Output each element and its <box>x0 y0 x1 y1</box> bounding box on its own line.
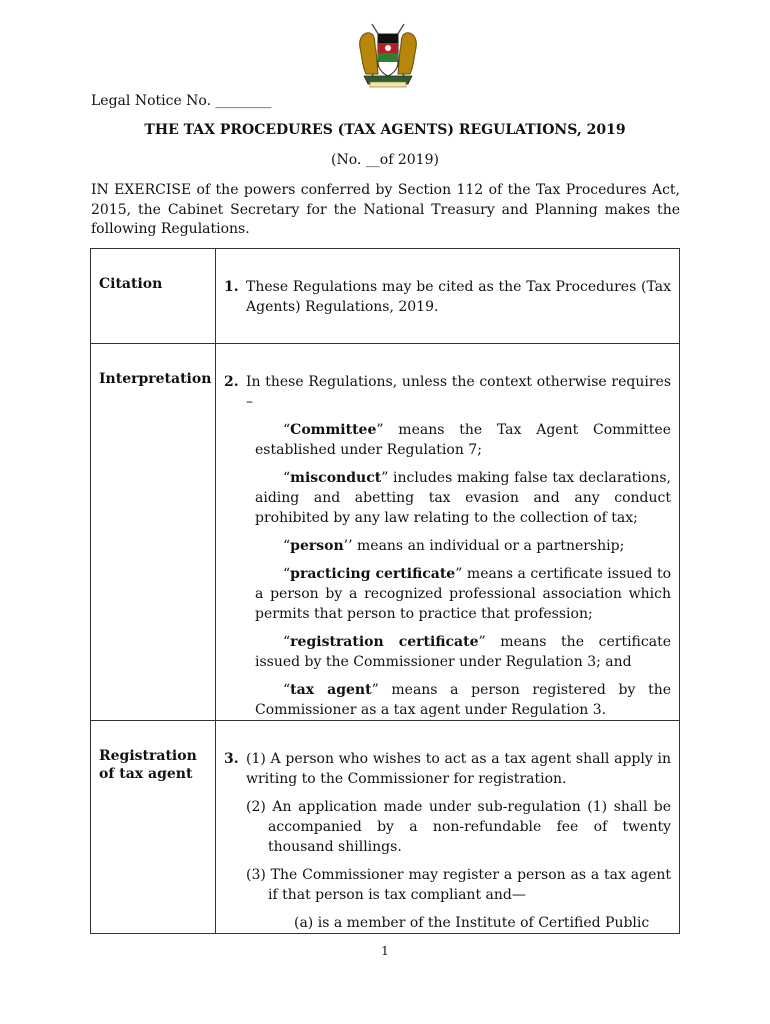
defined-term: Committee <box>290 422 377 438</box>
regulations-table <box>90 248 680 934</box>
regulation-paragraph <box>216 249 679 317</box>
marginal-note: Citation <box>99 276 163 292</box>
definition-text: ” means a certificate issued to a person by a recognized professional association which permits that person to practice that profession; <box>255 566 671 622</box>
regulation-paragraph <box>216 344 679 412</box>
regulation-number: 1. <box>224 279 239 295</box>
notice-year-number: (No. __of 2019) <box>331 152 439 168</box>
definition-text: ” means the Tax Agent Committee established under Regulation 7; <box>255 422 671 458</box>
sub-regulation: (2) An application made under sub-regulation (1) shall be accompanied by a non-refundable fee of twenty thousand shillings. <box>246 799 671 855</box>
definition-item: “person’’ means an individual or a partnership; <box>283 538 625 554</box>
defined-term: misconduct <box>290 470 382 486</box>
definition-text: ” means the certificate issued by the Commissioner under Regulation 3; and <box>255 634 671 670</box>
definition-item: “tax agent” means a person registered by the Commissioner as a tax agent under Regulation 3. <box>255 682 671 718</box>
defined-term: registration certificate <box>290 634 479 650</box>
legal-notice-number: Legal Notice No. ________ <box>91 93 272 109</box>
regulation-number: 3. <box>224 751 239 767</box>
sub-regulation-item: (a) is a member of the Institute of Certified Public <box>294 915 650 931</box>
definition-text: ” includes making false tax declarations, aiding and abetting tax evasion and any conduct prohibited by any law relating to the collection of tax; <box>255 470 671 526</box>
marginal-note: Registration of tax agent <box>99 748 197 782</box>
definition-item: “misconduct” includes making false tax declarations, aiding and abetting tax evasion and any conduct prohibited by any law relating to the collection of tax; <box>255 470 671 526</box>
regulation-text: These Regulations may be cited as the Tax Procedures (Tax Agents) Regulations, 2019. <box>246 279 671 315</box>
regulation-number: 2. <box>224 374 239 390</box>
definition-item: “registration certificate” means the certificate issued by the Commissioner under Regulation 3; and <box>255 634 671 670</box>
definition-text: ” means a person registered by the Commissioner as a tax agent under Regulation 3. <box>255 682 671 718</box>
sub-regulation: (3) The Commissioner may register a person as a tax agent if that person is tax compliant and— <box>246 867 671 903</box>
regulation-text: In these Regulations, unless the context otherwise requires – <box>246 374 671 410</box>
definition-item: “practicing certificate” means a certificate issued to a person by a recognized professional association which permits that person to practice that profession; <box>255 566 671 622</box>
marginal-note: Interpretation <box>99 371 212 387</box>
regulation-row-registration <box>91 721 680 934</box>
regulations-title: THE TAX PROCEDURES (TAX AGENTS) REGULATIONS, 2019 <box>144 122 626 138</box>
regulation-paragraph <box>216 721 679 789</box>
regulation-text: (1) A person who wishes to act as a tax agent shall apply in writing to the Commissioner for registration. <box>246 751 671 787</box>
definition-text: ’’ means an individual or a partnership; <box>343 538 625 554</box>
regulation-row-interpretation <box>91 344 680 721</box>
kenya-coat-of-arms-emblem <box>352 18 424 90</box>
preamble: IN EXERCISE of the powers conferred by Section 112 of the Tax Procedures Act, 2015, the Cabinet Secretary for the National Treasury and Planning makes the following Regulations. <box>91 182 680 237</box>
page-number: 1 <box>381 944 389 958</box>
regulation-row-citation <box>91 249 680 344</box>
defined-term: practicing certificate <box>290 566 456 582</box>
defined-term: person <box>290 538 344 554</box>
defined-term: tax agent <box>290 682 372 698</box>
definition-item: “Committee” means the Tax Agent Committee established under Regulation 7; <box>255 422 671 458</box>
